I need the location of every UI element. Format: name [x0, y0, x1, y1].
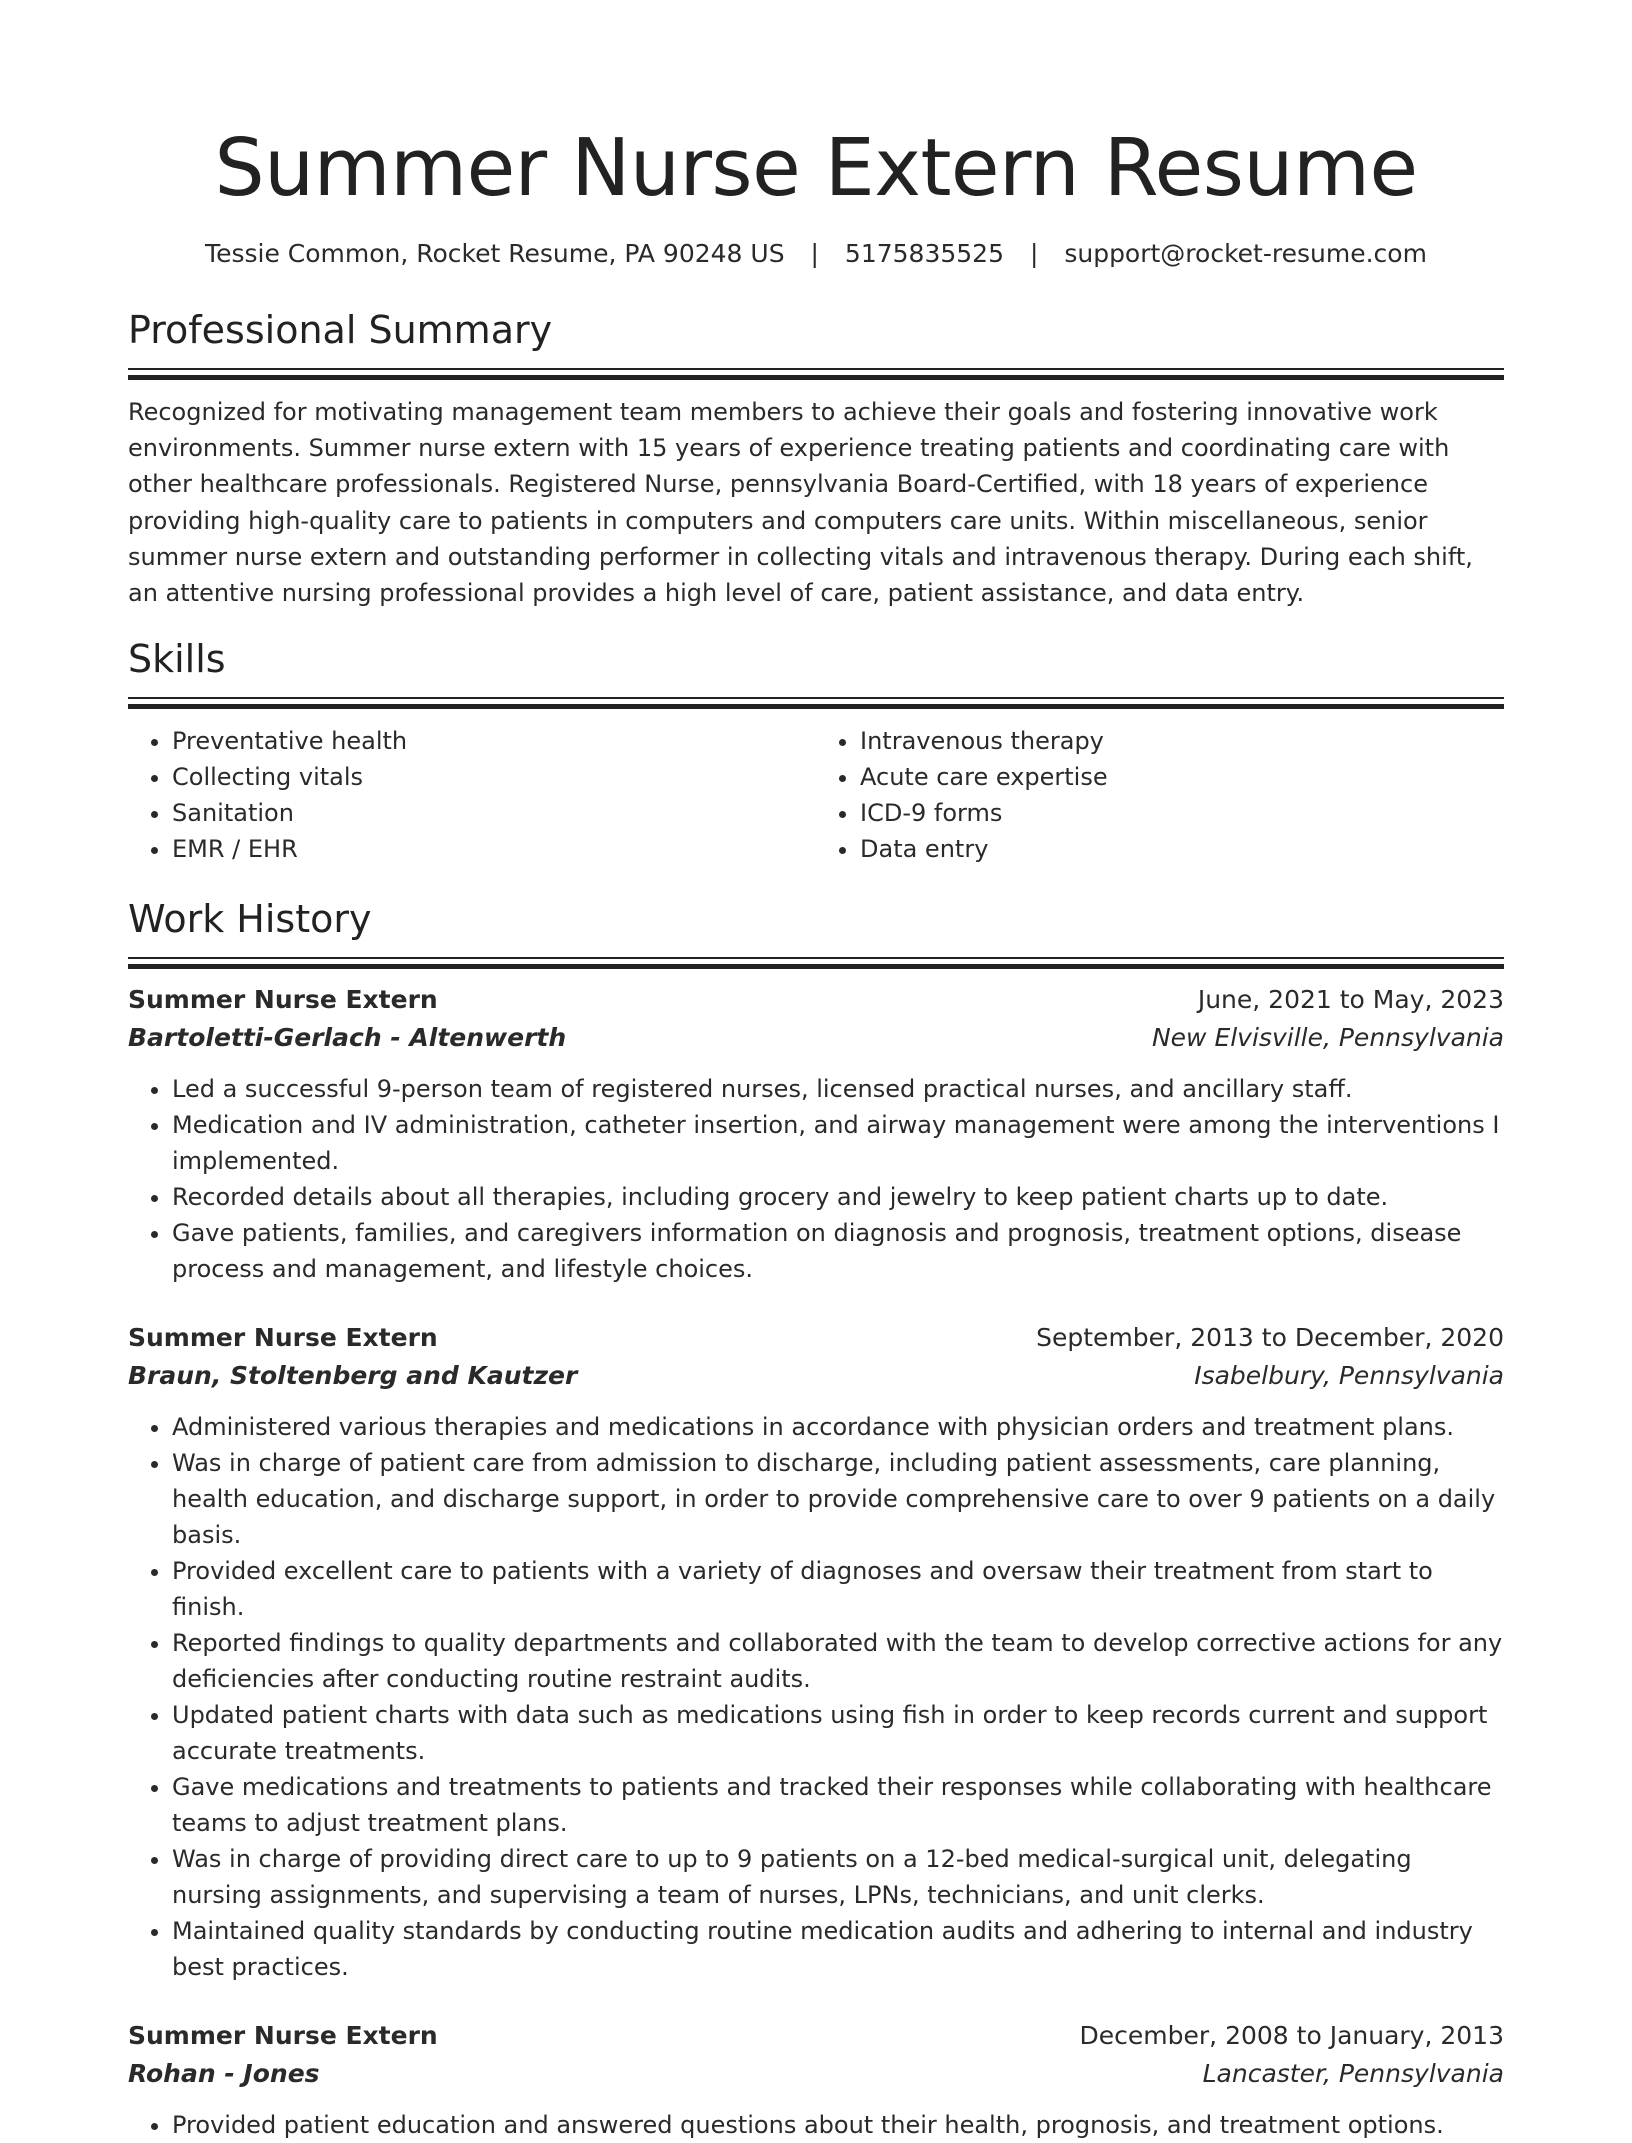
skill-item: • Intravenous therapy — [860, 723, 1504, 759]
job-subheader — [128, 1019, 1504, 1057]
skills-column-left — [128, 723, 816, 867]
contact-address: Tessie Common, Rocket Resume, PA 90248 US — [205, 239, 785, 268]
job-entry — [128, 2017, 1504, 2143]
job-location: Isabelbury, Pennsylvania — [1194, 1361, 1504, 1391]
contact-separator: | — [1029, 239, 1039, 268]
job-subheader — [128, 1357, 1504, 1395]
skill-item: • ICD-9 forms — [860, 795, 1504, 831]
work-history-section — [128, 895, 1504, 2143]
job-company: Rohan - Jones — [128, 2059, 320, 2089]
skills-list — [128, 723, 1504, 867]
contact-separator: | — [810, 239, 819, 268]
job-header — [128, 1319, 1504, 1357]
resume-title: Summer Nurse Extern Resume — [214, 122, 1418, 214]
job-bullets — [128, 1409, 1504, 1985]
job-bullet: • Was in charge of providing direct care to up to 9 patients on a 12-bed medical-surgical unit, delegating nursing assignments, and supervising a team of nurses, LPNs, technicians, and unit clerks. — [172, 1841, 1504, 1913]
job-dates: September, 2013 to December, 2020 — [1036, 1323, 1504, 1353]
job-bullet: • Administered various therapies and medications in accordance with physician orders and treatment plans. — [172, 1409, 1504, 1445]
skill-item: • Sanitation — [172, 795, 816, 831]
section-heading-skills: Skills — [128, 637, 226, 682]
job-location: New Elvisville, Pennsylvania — [1151, 1023, 1504, 1053]
job-title: Summer Nurse Extern — [128, 1323, 438, 1353]
job-bullet: • Led a successful 9-person team of registered nurses, licensed practical nurses, and ancillary staff. — [172, 1071, 1504, 1107]
skill-item: • EMR / EHR — [172, 831, 816, 867]
job-bullet: • Updated patient charts with data such as medications using fish in order to keep records current and support accurate treatments. — [172, 1697, 1504, 1769]
job-company: Bartoletti-Gerlach - Altenwerth — [128, 1023, 567, 1053]
job-bullet: • Recorded details about all therapies, including grocery and jewelry to keep patient charts up to date. — [172, 1179, 1504, 1215]
job-dates: June, 2021 to May, 2023 — [1197, 985, 1504, 1015]
job-dates: December, 2008 to January, 2013 — [1079, 2021, 1504, 2051]
section-divider — [128, 957, 1504, 971]
job-bullets — [128, 2107, 1504, 2143]
job-bullets — [128, 1071, 1504, 1287]
job-bullet: • Gave patients, families, and caregivers information on diagnosis and prognosis, treatment options, disease process and management, and lifestyle choices. — [172, 1215, 1504, 1287]
job-company: Braun, Stoltenberg and Kautzer — [128, 1361, 578, 1391]
contact-email: support@rocket-resume.com — [1064, 239, 1427, 268]
job-title: Summer Nurse Extern — [128, 985, 438, 1015]
skill-item: • Preventative health — [172, 723, 816, 759]
skills-section — [128, 635, 1504, 867]
job-bullet: • Medication and IV administration, catheter insertion, and airway management were among the interventions I implemented. — [172, 1107, 1504, 1179]
section-heading-work-history: Work History — [128, 897, 372, 942]
job-bullet: • Maintained quality standards by conducting routine medication audits and adhering to internal and industry best practices. — [172, 1913, 1504, 1985]
job-bullet: • Provided patient education and answered questions about their health, prognosis, and treatment options. — [172, 2107, 1504, 2143]
job-entry — [128, 1319, 1504, 1985]
job-bullet: • Was in charge of patient care from admission to discharge, including patient assessments, care planning, health education, and discharge support, in order to provide comprehensive care to over 9 patients on a daily basis. — [172, 1445, 1504, 1553]
contact-phone: 5175835525 — [844, 239, 1004, 268]
summary-section — [128, 306, 1504, 611]
section-divider — [128, 697, 1504, 711]
section-heading-summary: Professional Summary — [128, 308, 553, 352]
summary-text: Recognized for motivating management team members to achieve their goals and fostering innovative work environments. Summer nurse extern with 15 years of experience treating patients and coordinating care with other healthcare professionals. Registered Nurse, pennsylvania Board-Certified, with 18 years of experience providing high-quality care to patients in computers and computers care units. Within miscellaneous, senior summer nurse extern and outstanding performer in collecting vitals and intravenous therapy. During each shift, an attentive nursing professional provides a high level of care, patient assistance, and data entry. — [128, 398, 1473, 608]
skill-item: • Acute care expertise — [860, 759, 1504, 795]
skill-item: • Data entry — [860, 831, 1504, 867]
job-header — [128, 981, 1504, 1019]
skills-column-right — [816, 723, 1504, 867]
job-bullet: • Provided excellent care to patients with a variety of diagnoses and oversaw their treatment from start to finish. — [172, 1553, 1504, 1625]
skill-item: • Collecting vitals — [172, 759, 816, 795]
section-divider — [128, 368, 1504, 382]
job-entry — [128, 981, 1504, 1287]
job-title: Summer Nurse Extern — [128, 2021, 438, 2051]
contact-line — [128, 236, 1504, 272]
job-header — [128, 2017, 1504, 2055]
job-location: Lancaster, Pennsylvania — [1202, 2059, 1504, 2089]
job-bullet: • Reported findings to quality departments and collaborated with the team to develop corrective actions for any deficiencies after conducting routine restraint audits. — [172, 1625, 1504, 1697]
job-bullet: • Gave medications and treatments to patients and tracked their responses while collaborating with healthcare teams to adjust treatment plans. — [172, 1769, 1504, 1841]
job-subheader — [128, 2055, 1504, 2093]
